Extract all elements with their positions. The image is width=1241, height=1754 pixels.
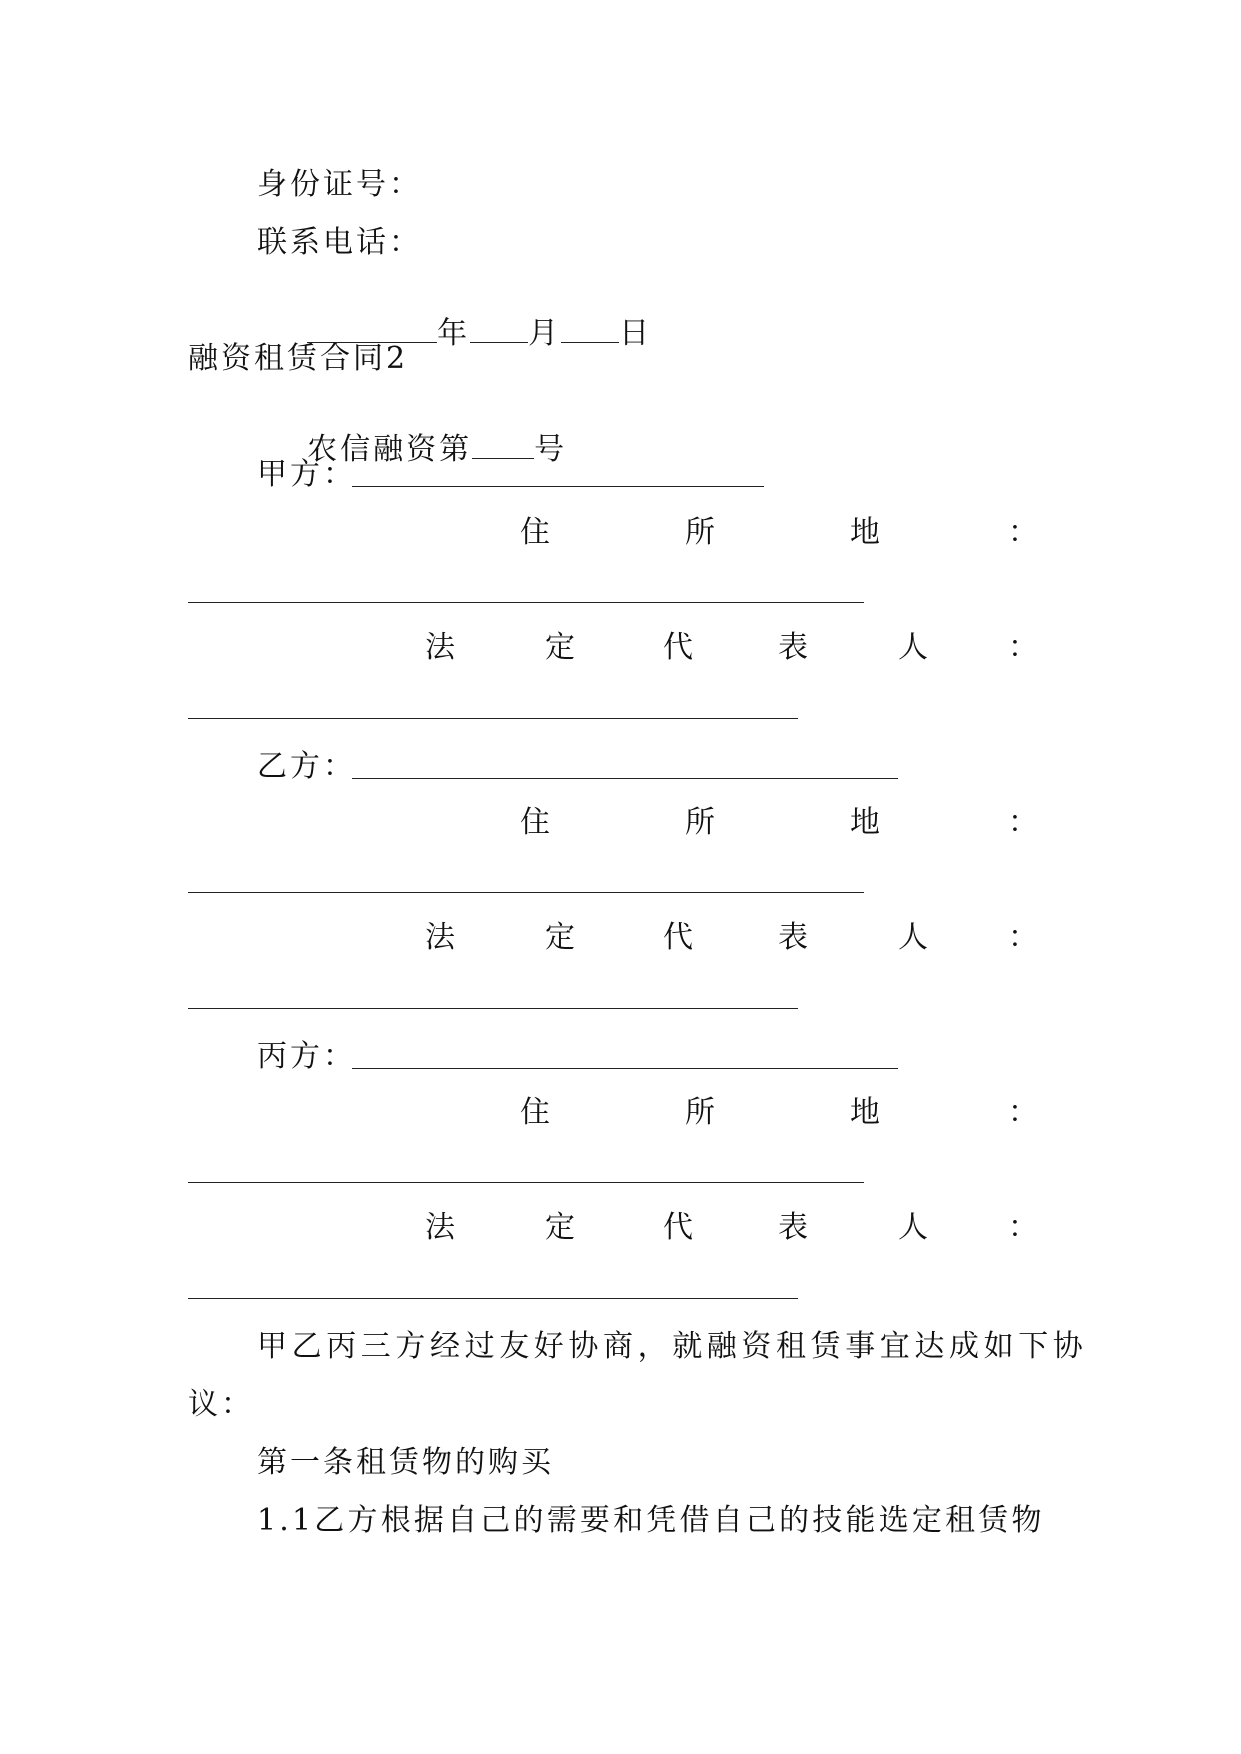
contract-number-suffix: 号 [534,432,568,467]
id-number-label: 身份证号： [257,167,422,202]
party-a-address-char-2: 所 [685,515,715,550]
party-c-address-colon: ： [1008,1095,1038,1130]
party-a-rep-char-1: 法 [425,630,455,665]
contract-number-prefix: 农信融资第 [307,432,473,467]
party-b-address-blank [188,892,864,893]
party-c-rep-char-4: 表 [778,1210,808,1245]
party-a-rep-char-5: 人 [898,630,928,665]
party-b-rep-blank [188,1008,798,1009]
party-b-rep-colon: ： [1008,920,1038,955]
party-b-address-char-2: 所 [685,805,715,840]
year-blank [307,316,437,343]
day-blank [561,316,619,343]
intro-paragraph-line-1: 甲乙丙三方经过友好协商，就融资租赁事宜达成如下协 [257,1329,1088,1364]
party-a-rep-char-2: 定 [545,630,575,665]
party-a-address-char-3: 地 [850,515,880,550]
party-c-rep-char-5: 人 [898,1210,928,1245]
party-b-rep-char-3: 代 [663,920,693,955]
party-c-address-char-1: 住 [520,1095,550,1130]
party-b-rep-char-1: 法 [425,920,455,955]
party-a-rep-char-4: 表 [778,630,808,665]
party-b-label: 乙方： [257,749,356,784]
party-a-rep-blank [188,718,798,719]
contract-number-blank [472,432,534,459]
party-b-address-char-1: 住 [520,805,550,840]
party-c-address-char-3: 地 [850,1095,880,1130]
party-c-rep-blank [188,1298,798,1299]
party-c-blank [352,1068,898,1069]
party-a-address-colon: ： [1008,515,1038,550]
party-c-rep-char-2: 定 [545,1210,575,1245]
article-1-heading: 第一条租赁物的购买 [257,1445,554,1480]
party-a-blank [352,486,764,487]
month-label: 月 [528,316,562,351]
day-label: 日 [619,316,653,351]
party-a-rep-char-3: 代 [663,630,693,665]
party-b-rep-char-2: 定 [545,920,575,955]
party-b-address-colon: ： [1008,805,1038,840]
phone-label: 联系电话： [257,225,422,260]
party-c-label: 丙方： [257,1039,356,1074]
contract-title: 融资租赁合同2 [188,341,409,376]
party-b-blank [352,778,898,779]
party-c-rep-colon: ： [1008,1210,1038,1245]
month-blank [470,316,528,343]
party-a-address-char-1: 住 [520,515,550,550]
intro-paragraph-line-2: 议： [188,1387,254,1422]
party-a-rep-colon: ： [1008,630,1038,665]
clause-1-1: 1.1乙方根据自己的需要和凭借自己的技能选定租赁物 [257,1503,1045,1538]
year-label: 年 [437,316,471,351]
party-a-address-blank [188,602,864,603]
party-b-rep-char-5: 人 [898,920,928,955]
party-c-address-blank [188,1182,864,1183]
party-c-address-char-2: 所 [685,1095,715,1130]
party-b-rep-char-4: 表 [778,920,808,955]
party-c-rep-char-1: 法 [425,1210,455,1245]
party-a-label: 甲方： [257,457,356,492]
party-c-rep-char-3: 代 [663,1210,693,1245]
party-b-address-char-3: 地 [850,805,880,840]
